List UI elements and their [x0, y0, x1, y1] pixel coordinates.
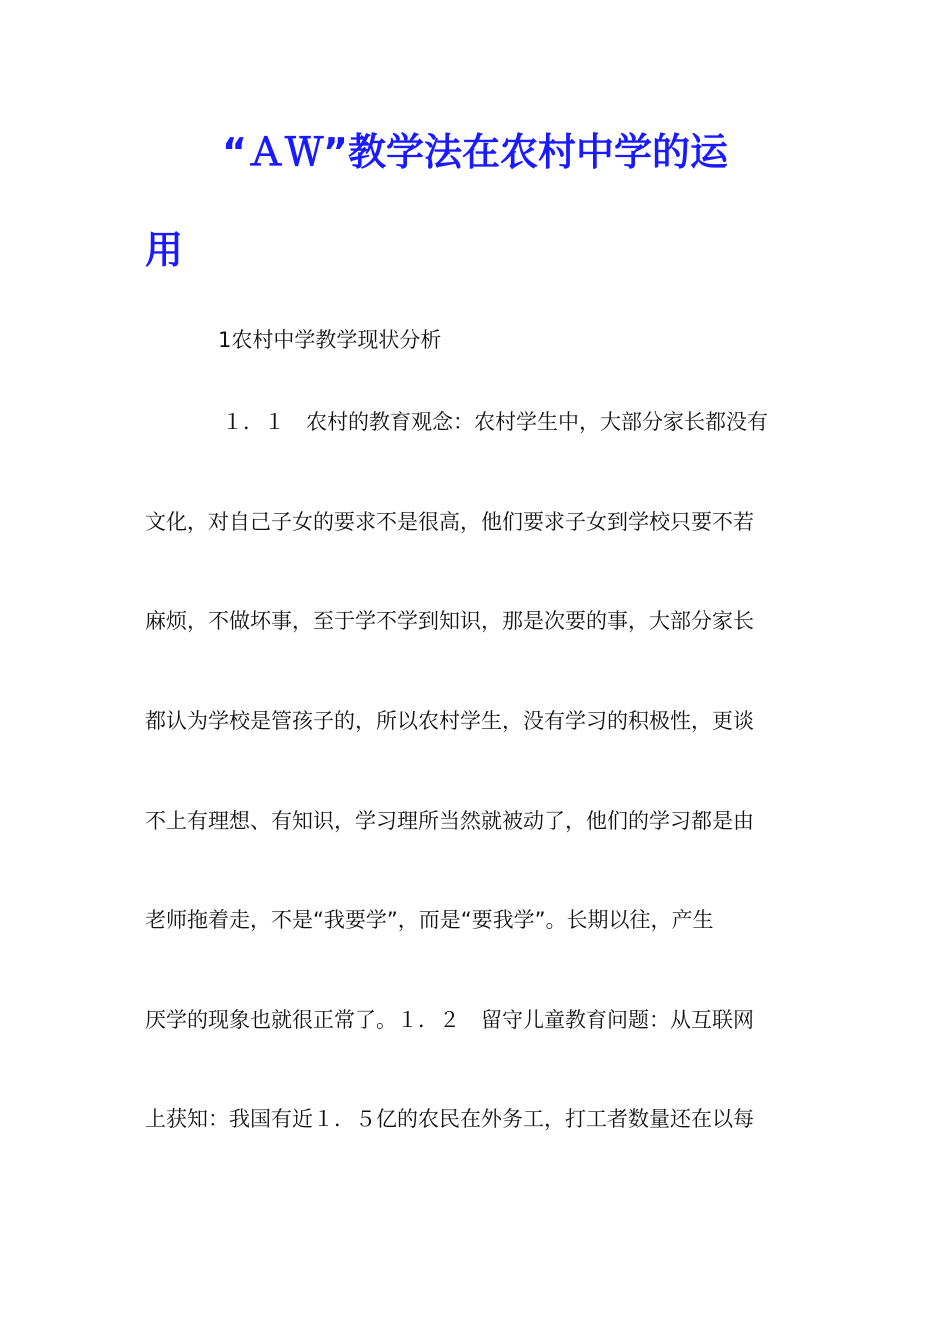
- body-line-6: 老师拖着走，不是“我要学”，而是“要我学”。长期以往，产生: [145, 908, 714, 932]
- body-line-2: 文化，对自己子女的要求不是很高，他们要求子女到学校只要不若: [145, 510, 754, 534]
- section-heading: 1农村中学教学现状分析: [218, 328, 442, 352]
- document-title-line-1: “ＡＷ”教学法在农村中学的运: [222, 130, 728, 174]
- body-line-1: １．１ 农村的教育观念：农村学生中，大部分家长都没有: [222, 410, 768, 434]
- body-line-8: 上获知：我国有近１．５亿的农民在外务工，打工者数量还在以每: [145, 1107, 754, 1131]
- document-title-line-2: 用: [145, 228, 184, 272]
- body-line-4: 都认为学校是管孩子的，所以农村学生，没有学习的积极性，更谈: [145, 709, 754, 733]
- body-line-5: 不上有理想、有知识，学习理所当然就被动了，他们的学习都是由: [145, 809, 754, 833]
- body-line-7: 厌学的现象也就很正常了。１．２ 留守儿童教育问题：从互联网: [145, 1008, 754, 1032]
- body-line-3: 麻烦，不做坏事，至于学不学到知识，那是次要的事，大部分家长: [145, 609, 754, 633]
